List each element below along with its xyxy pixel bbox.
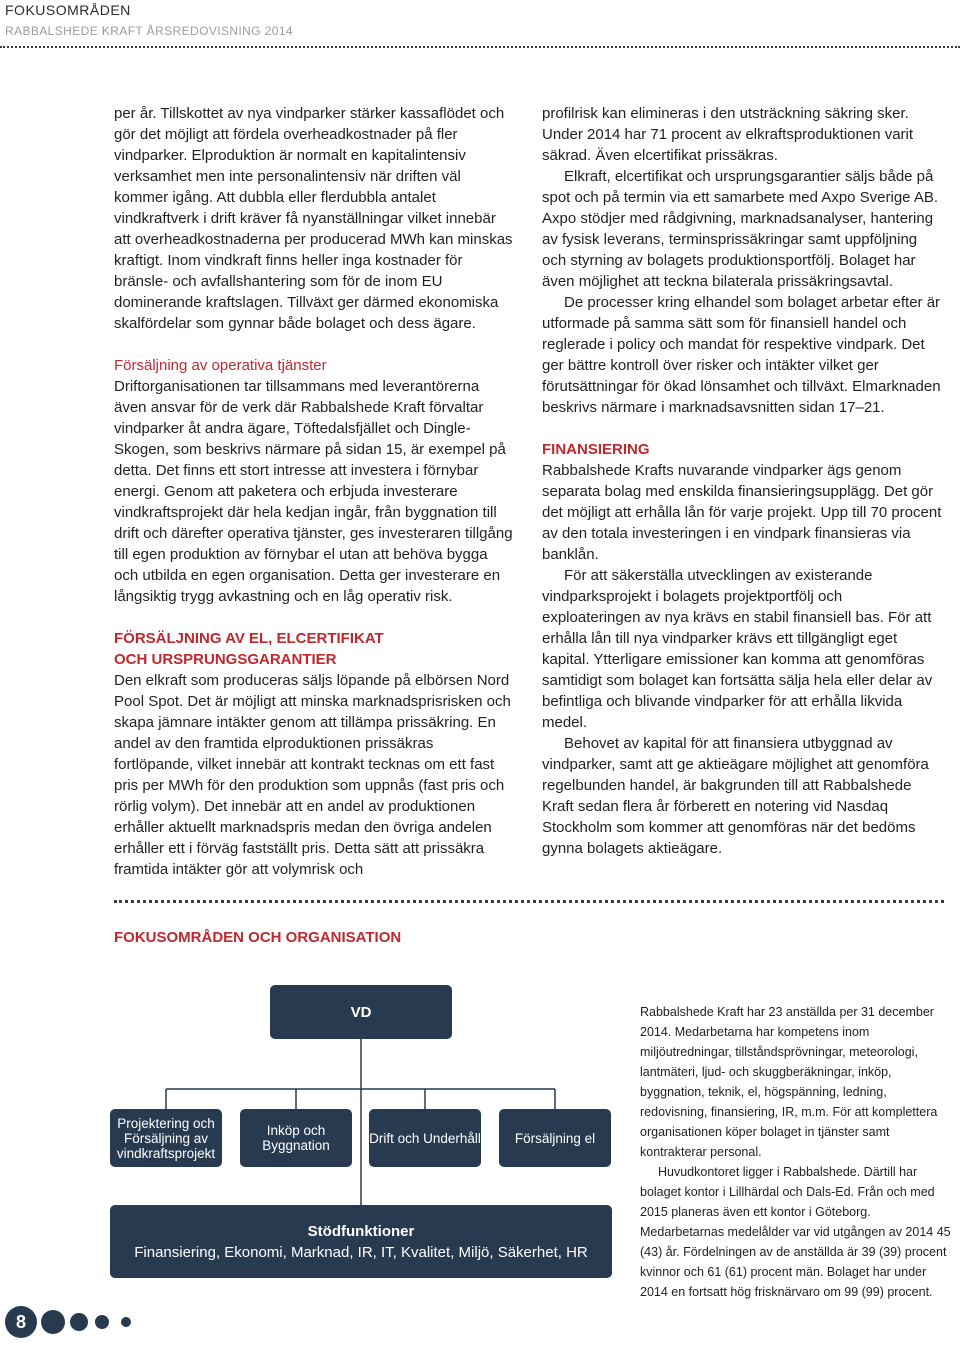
decorative-dot (41, 1310, 65, 1334)
org-box-stodfunktioner (110, 1205, 612, 1278)
report-title: RABBALSHEDE KRAFT ÅRSREDOVISNING 2014 (5, 24, 293, 38)
text-column-right (542, 103, 942, 859)
org-box-support-list: Finansiering, Ekonomi, Marknad, IR, IT, Kvalitet, Miljö, Säkerhet, HR (134, 1243, 588, 1261)
org-box-forsaljning-el (499, 1109, 611, 1167)
page-number: 8 (5, 1306, 37, 1338)
org-box-label: Försäljning el (514, 1130, 596, 1146)
org-box-label: Stödfunktioner (307, 1222, 415, 1240)
paragraph: Elkraft, elcertifikat och ursprungsgarantier säljs både på spot och på termin via ett samarbete med Axpo Sverige AB. Axpo stödjer med rådgivning, marknadsanalyser, hantering av fysisk leverans, terminsprissäkringar samt uppföljning och styrning av bolagets produktionsportfölj. Bolaget har även möjlighet att teckna bilaterala prissäkringsavtal. (542, 168, 939, 290)
decorative-dot (121, 1317, 131, 1327)
paragraph: Den elkraft som produceras säljs löpande på elbörsen Nord Pool Spot. Det är möjligt att minska marknadsprisrisken och skapa jämnare intäkter genom att tillämpa prissäkring. En andel av den framtida elproduktionen prissäkras fortlöpande, vilket innebär att kontrakt tecknas om ett fast pris per MWh för den produktion som uppnås (fast pris och rörlig volym). Det innebär att en andel av produktionen erhåller aktuellt marknadspris medan den övriga andelen erhåller ett i förväg fastställt pris. Detta sätt att prissäkra framtida intäkter gör att volymrisk och (114, 672, 511, 878)
heading-ursprungsgarantier: OCH URSPRUNGSGARANTIER (114, 651, 337, 668)
decorative-dot (95, 1315, 109, 1329)
org-box-projektering (110, 1109, 222, 1167)
header-divider (0, 46, 960, 48)
paragraph: Rabbalshede Kraft har 23 anställda per 31 december 2014. Medarbetarna har kompetens inom miljöutredningar, tillståndsprövningar, meteorologi, lantmäteri, ljud- och skuggberäkningar, inköp, byggnation, teknik, el, högspänning, ledning, redovisning, finansiering, IR, m.m. För att komplettera organisationen köper bolaget in tjänster samt kontrakterar personal. (640, 1005, 938, 1159)
paragraph: per år. Tillskottet av nya vindparker stärker kassaflödet och gör det möjligt att fördela overheadkostnader på fler vindparker. Elproduktion är normalt en kapitalintensiv verksamhet men inte personalintensiv när driften väl kommer igång. Att dubbla eller flerdubbla antalet vindkraftverk i drift kräver få nyanställningar vilket innebär att overheadkostnaderna per producerad MWh kan minskas kraftigt. Inom vindkraft finns heller inga kostnader för bränsle- och avfallshantering som för de inom EU dominerande kraftslagen. Tillväxt ger därmed ekonomiska skalfördelar som gynnar både bolaget och dess ägare. (114, 105, 513, 332)
org-box-drift (369, 1109, 481, 1167)
section-divider (114, 900, 944, 903)
org-box-vd (270, 985, 452, 1039)
section-title: FOKUSOMRÅDEN (5, 2, 131, 18)
org-box-label: Projektering och Försäljning av vindkraftsprojekt (116, 1115, 216, 1161)
paragraph: Huvudkontoret ligger i Rabbalshede. Därtill har bolaget kontor i Lillhärdal och Dals-Ed. Från och med 2015 planeras även ett kontor i Göteborg. Medarbetarnas medelålder var vid utgången av 2014 45 (43) år. Fördelningen av de anställda är 39 (39) procent kvinnor och 61 (61) procent män. Bolaget har under 2014 en fortsatt hög frisknärvaro om 99 (99) procent. (640, 1165, 951, 1299)
paragraph: Rabbalshede Krafts nuvarande vindparker ägs genom separata bolag med enskilda finansieringsupplägg. Det gör det möjligt att erhålla lån för varje projekt. Upp till 70 procent av den totala investeringen i en vindpark finansieras via banklån. (542, 462, 942, 563)
paragraph: profilrisk kan elimineras i den utsträckning säkring sker. Under 2014 har 71 procent av elkraftsproduktionen varit säkrad. Även elcertifikat prissäkras. (542, 105, 914, 164)
paragraph: De processer kring elhandel som bolaget arbetar efter är utformade på samma sätt som för finansiell handel och reglerade i policy och mandat för respektive vindpark. Det ger bättre kontroll över risker och intäkter vilket ger förutsättningar för ökad lönsamhet och tillväxt. Elmarknaden beskrivs närmare i marknadsavsnitten sidan 17–21. (542, 294, 941, 416)
org-box-inkop (240, 1109, 352, 1167)
text-column-left (114, 103, 514, 880)
subheading-operativa-tjanster: Försäljning av operativa tjänster (114, 357, 327, 374)
org-box-label: VD (350, 1003, 372, 1021)
org-side-text (640, 1002, 956, 1302)
paragraph: För att säkerställa utvecklingen av existerande vindparksprojekt i bolagets projektportfölj och exploateringen av nya krävs en stabil finansiell bas. För att erhålla lån till nya vindparker krävs ett tillgängligt eget kapital. Ytterligare emissioner kan komma att genomföras samtidigt som bolaget kan fortsätta sälja hela eller delar av befintliga och blivande vindparker för att erhålla likvida medel. (542, 567, 933, 731)
org-box-label: Drift och Underhåll (369, 1130, 481, 1146)
decorative-dot (70, 1313, 88, 1331)
heading-finansiering: FINANSIERING (542, 441, 650, 458)
org-section-title: FOKUSOMRÅDEN OCH ORGANISATION (114, 929, 402, 946)
org-box-label: Inköp och Byggnation (262, 1123, 330, 1153)
paragraph: Behovet av kapital för att finansiera utbyggnad av vindparker, samt att ge aktieägare möjlighet att genomföra regelbunden handel, är bakgrunden till att Rabbalshede Kraft sedan flera år förberett en notering vid Nasdaq Stockholm som kommer att genomföras när det bedöms gynna bolagets aktieägare. (542, 735, 929, 857)
paragraph: Driftorganisationen tar tillsammans med leverantörerna även ansvar för de verk där Rabbalshede Kraft förvaltar vindparker åt andra ägare, Töftedalsfjället och Dingle-Skogen, som beskrivs närmare på sidan 15, är exempel på detta. Det finns ett stort intresse att investera i förnybar energi. Genom att paketera och erbjuda investerare vindkraftsprojekt där hela kedjan ingår, från byggnation till drift och därefter operativa tjänster, ges investeraren tillgång till egen produktion av förnybar el utan att behöva bygga och utbilda en egen organisation. Detta ger investerare en långsiktig trygg avkastning och en låg operativ risk. (114, 378, 513, 605)
heading-forsaljning-el: FÖRSÄLJNING AV EL, ELCERTIFIKAT (114, 630, 384, 647)
